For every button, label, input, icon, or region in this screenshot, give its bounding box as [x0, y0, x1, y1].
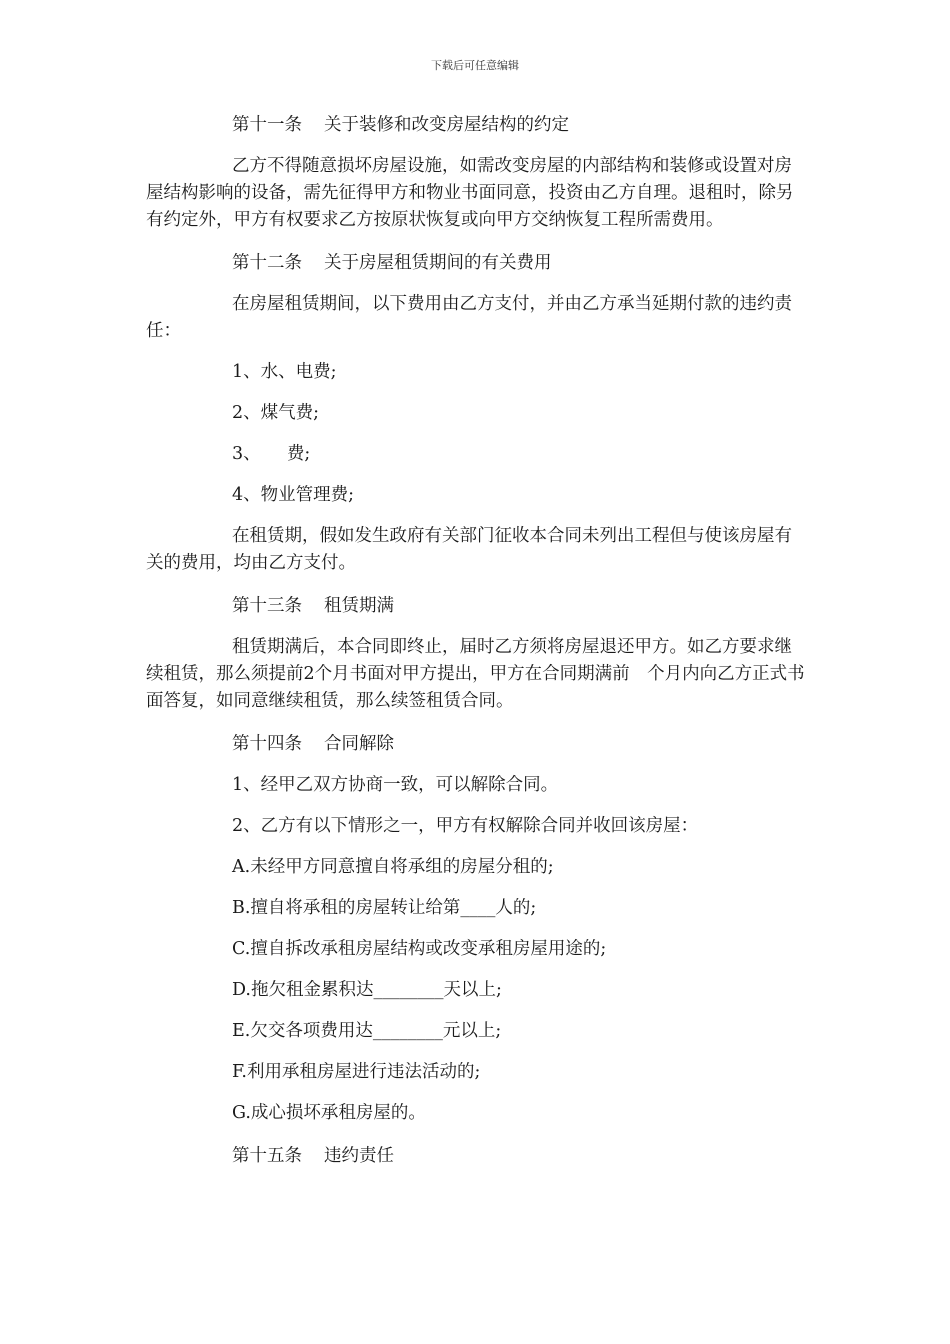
- article-13-number: 第十三条: [232, 596, 302, 616]
- article-13-heading: [146, 593, 806, 620]
- article-14-item-1: 1、经甲乙双方协商一致，可以解除合同。: [232, 775, 559, 795]
- sub-text: 擅自拆改承租房屋结构或改变承租房屋用途的;: [250, 939, 607, 959]
- article-12-closing: 在租赁期，假如发生政府有关部门征收本合同未列出工程但与使该房屋有关的费用，均由乙方支付。: [146, 526, 792, 573]
- document-body: [146, 112, 806, 1170]
- sub-letter: A.: [232, 857, 251, 877]
- sub-letter: E.: [232, 1021, 251, 1041]
- article-14-sub-a: [146, 854, 806, 881]
- article-12-number: 第十二条: [232, 253, 302, 273]
- article-14-sub-b: [146, 895, 806, 922]
- article-14-sub-f: [146, 1059, 806, 1086]
- article-13-title: 租赁期满: [324, 596, 394, 616]
- article-12-title: 关于房屋租赁期间的有关费用: [324, 253, 552, 273]
- article-11-heading: [146, 112, 806, 139]
- sub-letter: D.: [232, 980, 251, 1000]
- sub-text: 擅自将承租的房屋转让给第____人的;: [250, 898, 537, 918]
- article-11-title: 关于装修和改变房屋结构的约定: [324, 115, 569, 135]
- sub-text: 欠交各项费用达________元以上;: [250, 1021, 502, 1041]
- article-11-number: 第十一条: [232, 115, 302, 135]
- article-15-heading: [146, 1143, 806, 1170]
- article-14-sub-d: [146, 977, 806, 1004]
- article-14-sub-g: [146, 1100, 806, 1127]
- sub-text: 未经甲方同意擅自将承组的房屋分租的;: [250, 857, 554, 877]
- article-12-item-3: 3、 费;: [232, 444, 311, 464]
- sub-letter: G.: [232, 1103, 251, 1123]
- article-14-sub-c: [146, 936, 806, 963]
- sub-letter: C.: [232, 939, 251, 959]
- sub-letter: F.: [232, 1062, 247, 1082]
- article-13-body: 租赁期满后，本合同即终止，届时乙方须将房屋退还甲方。如乙方要求继续租赁，那么须提前2个月书面对甲方提出，甲方在合同期满前 个月内向乙方正式书面答复，如同意继续租赁，那么续签租赁合同。: [146, 637, 805, 711]
- article-15-title: 违约责任: [324, 1146, 394, 1166]
- sub-text: 成心损坏承租房屋的。: [250, 1103, 426, 1123]
- article-11-body: 乙方不得随意损坏房屋设施，如需改变房屋的内部结构和装修或设置对房屋结构影响的设备，需先征得甲方和物业书面同意，投资由乙方自理。退租时，除另有约定外，甲方有权要求乙方按原状恢复或向甲方交纳恢复工程所需费用。: [146, 156, 794, 230]
- article-12-heading: [146, 250, 806, 277]
- sub-text: 拖欠租金累积达________天以上;: [250, 980, 502, 1000]
- article-12-item-2: 2、煤气费;: [232, 403, 320, 423]
- sub-text: 利用承租房屋进行违法活动的;: [246, 1062, 481, 1082]
- article-14-title: 合同解除: [324, 734, 394, 754]
- page-header: 下载后可任意编辑: [431, 59, 519, 72]
- article-12-intro: 在房屋租赁期间，以下费用由乙方支付，并由乙方承当延期付款的违约责任：: [146, 294, 792, 341]
- article-14-sub-e: [146, 1018, 806, 1045]
- sub-letter: B.: [232, 898, 251, 918]
- article-14-item-2: 2、乙方有以下情形之一，甲方有权解除合同并收回该房屋：: [232, 816, 699, 836]
- article-12-item-1: 1、水、电费;: [232, 362, 337, 382]
- article-15-number: 第十五条: [232, 1146, 302, 1166]
- article-14-number: 第十四条: [232, 734, 302, 754]
- article-14-heading: [146, 731, 806, 758]
- article-12-item-4: 4、物业管理费;: [232, 485, 355, 505]
